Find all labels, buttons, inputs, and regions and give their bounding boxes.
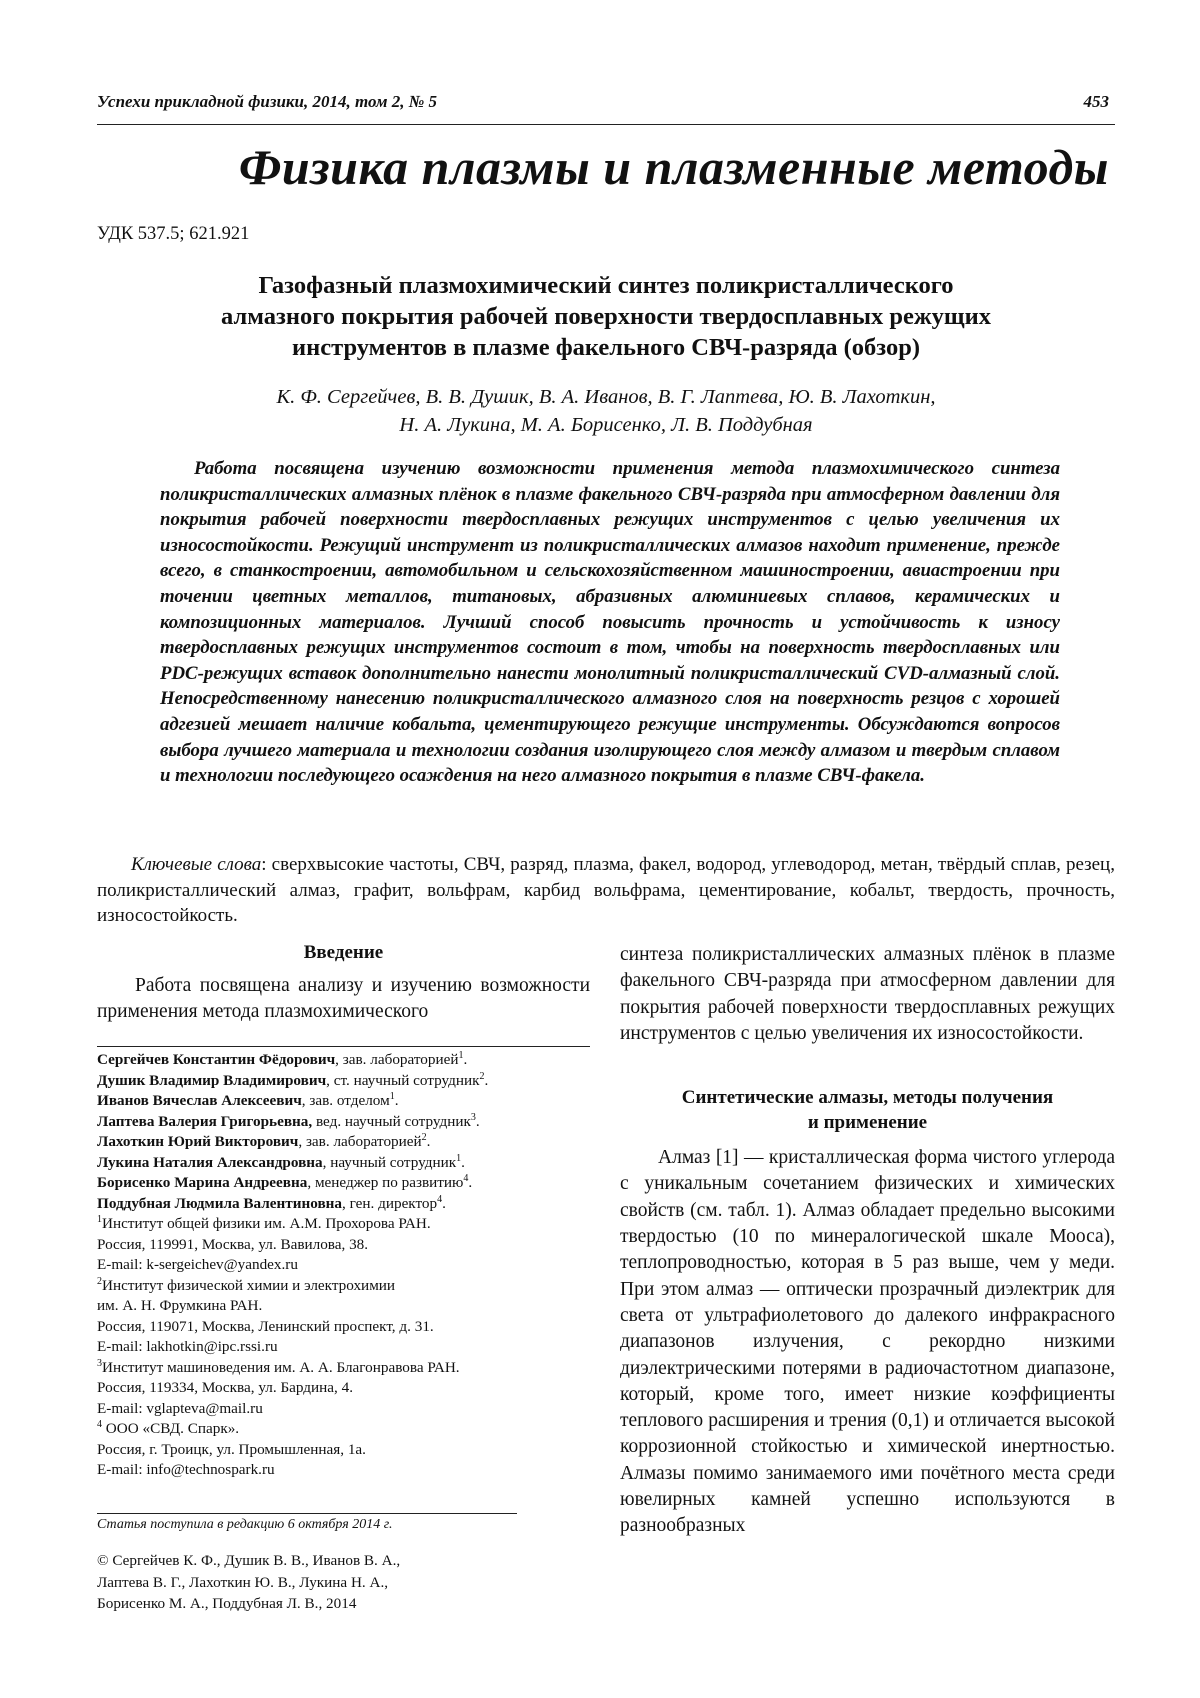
footnote-affiliation-text: E-mail: vglapteva@mail.ru — [97, 1399, 263, 1417]
footnote-affiliation-text: Россия, г. Троицк, ул. Промышленная, 1а. — [97, 1440, 366, 1458]
journal-name: Успехи прикладной физики, 2014, том 2, № 5 — [97, 92, 438, 111]
footnote-affiliation-text: E-mail: lakhotkin@ipc.rssi.ru — [97, 1338, 278, 1355]
footnote-affiliation-line — [97, 1276, 597, 1297]
article-title — [97, 270, 1115, 363]
footnote-ref: 4 — [97, 1418, 102, 1430]
footnote-affiliation-line — [97, 1399, 597, 1420]
footnote-end: . — [426, 1133, 431, 1150]
copyright-line: Лаптева В. Г., Лахоткин Ю. В., Лукина Н. А., — [97, 1573, 389, 1591]
footnote-author-role: , ген. директор — [342, 1194, 438, 1212]
keywords-text: : сверхвысокие частоты, СВЧ, разряд, плазма, факел, водород, углеводород, метан, твёрдый сплав, резец, поликристаллический алмаз, графит, вольфрам, карбид вольфрама, цементирование, кобальт, твердость, прочность, износостойкость. — [97, 854, 1115, 926]
footnote-affiliation-line — [97, 1255, 597, 1276]
footnote-affiliation-line — [97, 1317, 597, 1338]
footnote-author-role: вед. научный сотрудник — [312, 1112, 471, 1130]
footnote-author-name: Иванов Вячеслав Алексеевич — [97, 1092, 302, 1109]
footnote-affiliation-text: им. А. Н. Фрумкина РАН. — [97, 1297, 263, 1314]
footnote-affiliation-line — [97, 1235, 597, 1256]
article-title-line: Газофазный плазмохимический синтез поликристаллического — [258, 272, 954, 299]
author-line: К. Ф. Сергейчев, В. В. Душик, В. А. Иванов, В. Г. Лаптева, Ю. В. Лахоткин, — [276, 386, 936, 408]
footnote-affiliation-text: Институт общей физики им. А.М. Прохорова РАН. — [102, 1215, 431, 1232]
udc-code: УДК 537.5; 621.921 — [97, 224, 250, 244]
received-rule — [97, 1513, 517, 1514]
footnote-affiliation-line — [97, 1214, 597, 1235]
footnote-author-role: , научный сотрудник — [322, 1153, 457, 1171]
author-list — [97, 383, 1115, 439]
footnote-author-name: Лукина Наталия Александровна — [97, 1153, 323, 1171]
copyright-line: Борисенко М. А., Поддубная Л. В., 2014 — [97, 1595, 357, 1612]
copyright-notice — [97, 1550, 537, 1615]
footnote-author-name: Поддубная Людмила Валентиновна — [97, 1194, 343, 1212]
footnote-ref: 1 — [456, 1152, 462, 1164]
footnote-affiliation-text: Институт физической химии и электрохимии — [102, 1276, 396, 1294]
footnote-ref: 1 — [458, 1049, 464, 1061]
footnote-ref: 3 — [97, 1357, 102, 1369]
footnote-affiliation-text: Россия, 119071, Москва, Ленинский проспект, д. 31. — [97, 1317, 434, 1335]
footnote-rule — [97, 1046, 590, 1047]
footnote-affiliation-line — [97, 1440, 597, 1461]
footnote-author — [97, 1091, 597, 1112]
footnote-author-name: Душик Владимир Владимирович — [97, 1071, 327, 1089]
footnote-end: . — [484, 1071, 489, 1089]
footnote-author — [97, 1194, 597, 1215]
footnote-ref: 4 — [437, 1193, 443, 1205]
article-title-line: инструментов в плазме факельного СВЧ-разряда (обзор) — [292, 334, 920, 361]
footnote-author — [97, 1173, 597, 1194]
header-rule — [97, 124, 1115, 125]
footnote-author-name: Лахоткин Юрий Викторович — [97, 1133, 299, 1150]
section2-paragraph: Алмаз [1] — кристаллическая форма чистого углерода с уникальным сочетанием физических и химических свойств (см. табл. 1). Алмаз обладает предельно высокими твердостью (10 по минералогической шкале Мооса), теплопроводностью, которая в 5 раз выше, чем у меди. При этом алмаз — оптически прозрачный диэлектрик для света от ультрафиолетового до далекого инфракрасного диапазонов излучения, с рекордно низкими диэлектрическими потерями в радиочастотном диапазоне, который, кроме того, имеет низкие коэффициенты теплового расширения и трения (0,1) и отличается высокой коррозионной стойкостью и химической инертностью. Алмазы помимо занимаемого ими почётного места среди ювелирных камней успешно используются в разнообразных — [620, 1147, 1115, 1537]
footnote-author-role: , менеджер по развитию — [307, 1174, 464, 1191]
footnote-affiliation-line — [97, 1460, 597, 1481]
article-title-line: алмазного покрытия рабочей поверхности твердосплавных режущих — [221, 303, 991, 330]
author-line: Н. А. Лукина, М. А. Борисенко, Л. В. Поддубная — [399, 414, 813, 436]
footnote-author — [97, 1112, 597, 1133]
section2-heading-line: Синтетические алмазы, методы получения — [681, 1087, 1054, 1109]
footnote-author-role: , зав. лабораторией — [335, 1051, 459, 1068]
keywords-label: Ключевые слова — [131, 854, 262, 875]
footnote-affiliation-line — [97, 1358, 597, 1379]
section-title: Физика плазмы и плазменные методы — [238, 139, 1109, 195]
footnote-end: . — [442, 1194, 446, 1212]
author-footnotes — [97, 1050, 597, 1481]
footnote-end: . — [461, 1153, 465, 1171]
footnote-ref: 1 — [389, 1090, 395, 1102]
footnote-affiliation-text: Институт машиноведения им. А. А. Благонравова РАН. — [102, 1358, 460, 1376]
footnote-affiliation-list — [97, 1214, 597, 1481]
footnote-author-name: Лаптева Валерия Григорьевна, — [97, 1112, 313, 1130]
page-number: 453 — [1083, 92, 1109, 111]
abstract: Работа посвящена изучению возможности применения метода плазмохимического синтеза поликристаллических алмазных плёнок в плазме факельного СВЧ-разряда при атмосферном давлении для покрытия рабочей поверхности твердосплавных режущих инструментов с целью увеличения их износостойкости. Режущий инструмент из поликристаллических алмазов находит применение, прежде всего, в станкостроении, автомобильном и сельскохозяйственном машиностроении, авиастроении при точении цветных металлов, титановых, абразивных алюминиевых сплавов, керамических и композиционных материалов. Лучший способ повысить прочность и устойчивость к износу твердосплавных режущих инструментов состоит в том, чтобы на поверхность твердосплавных или PDC-режущих вставок дополнительно нанести монолитный поликристаллический CVD-алмазный слой. Непосредственному нанесению поликристаллического алмазного слоя на поверхность резцов с хорошей адгезией мешает наличие кобальта, цементирующего режущие инструменты. Обсуждаются вопросов выбора лучшего материала и технологии создания изолирующего слоя между алмазом и твердым сплавом и технологии последующего осаждения на него алмазного покрытия в плазме СВЧ-факела. — [160, 458, 1060, 787]
footnote-ref: 1 — [97, 1213, 102, 1225]
footnote-ref: 2 — [421, 1131, 427, 1143]
footnote-author — [97, 1071, 597, 1092]
footnote-affiliation-line — [97, 1378, 597, 1399]
received-date: Статья поступила в редакцию 6 октября 2014 г. — [97, 1517, 393, 1532]
intro-paragraph-continued: синтеза поликристаллических алмазных плёнок в плазме факельного СВЧ-разряда при атмосферном давлении для покрытия рабочей поверхности твердосплавных режущих инструментов с целью увеличения их износостойкости. — [620, 944, 1115, 1044]
right-column — [620, 942, 1115, 1540]
footnote-author — [97, 1153, 597, 1174]
footnote-affiliation-line — [97, 1296, 597, 1317]
footnote-author-list — [97, 1050, 597, 1214]
intro-paragraph-start: Работа посвящена анализу и изучению возможности применения метода плазмохимического — [97, 975, 590, 1023]
footnote-ref: 4 — [463, 1172, 469, 1184]
footnote-affiliation-line — [97, 1337, 597, 1358]
section2-heading-line: и применение — [807, 1112, 928, 1134]
footnote-author — [97, 1050, 597, 1071]
footnote-affiliation-text: ООО «СВД. Спарк». — [102, 1420, 240, 1437]
running-header — [97, 92, 1109, 112]
left-column — [97, 940, 590, 1026]
footnote-ref: 2 — [479, 1070, 485, 1082]
keywords — [97, 852, 1115, 929]
footnote-end: . — [475, 1112, 480, 1130]
footnote-affiliation-text: Россия, 119991, Москва, ул. Вавилова, 38. — [97, 1235, 369, 1253]
footnote-author — [97, 1132, 597, 1153]
footnote-author-role: , ст. научный сотрудник — [326, 1071, 480, 1089]
footnote-author-role: , зав. отделом — [301, 1092, 390, 1109]
footnote-end: . — [394, 1092, 399, 1109]
footnote-affiliation-line — [97, 1419, 597, 1440]
footnote-author-name: Борисенко Марина Андреевна — [97, 1174, 308, 1191]
footnote-ref: 3 — [470, 1111, 476, 1123]
footnote-affiliation-text: E-mail: info@technospark.ru — [97, 1461, 275, 1478]
footnote-affiliation-text: E-mail: k-sergeichev@yandex.ru — [97, 1256, 298, 1273]
copyright-line: © Сергейчев К. Ф., Душик В. В., Иванов В. А., — [97, 1552, 401, 1569]
footnote-end: . — [468, 1174, 473, 1191]
footnote-author-role: , зав. лабораторией — [298, 1133, 422, 1150]
footnote-affiliation-text: Россия, 119334, Москва, ул. Бардина, 4. — [97, 1379, 354, 1396]
footnote-end: . — [463, 1051, 468, 1068]
section2-heading — [620, 1085, 1115, 1135]
footnote-ref: 2 — [97, 1275, 102, 1287]
intro-heading: Введение — [303, 942, 384, 963]
footnote-author-name: Сергейчев Константин Фёдорович — [97, 1051, 336, 1068]
